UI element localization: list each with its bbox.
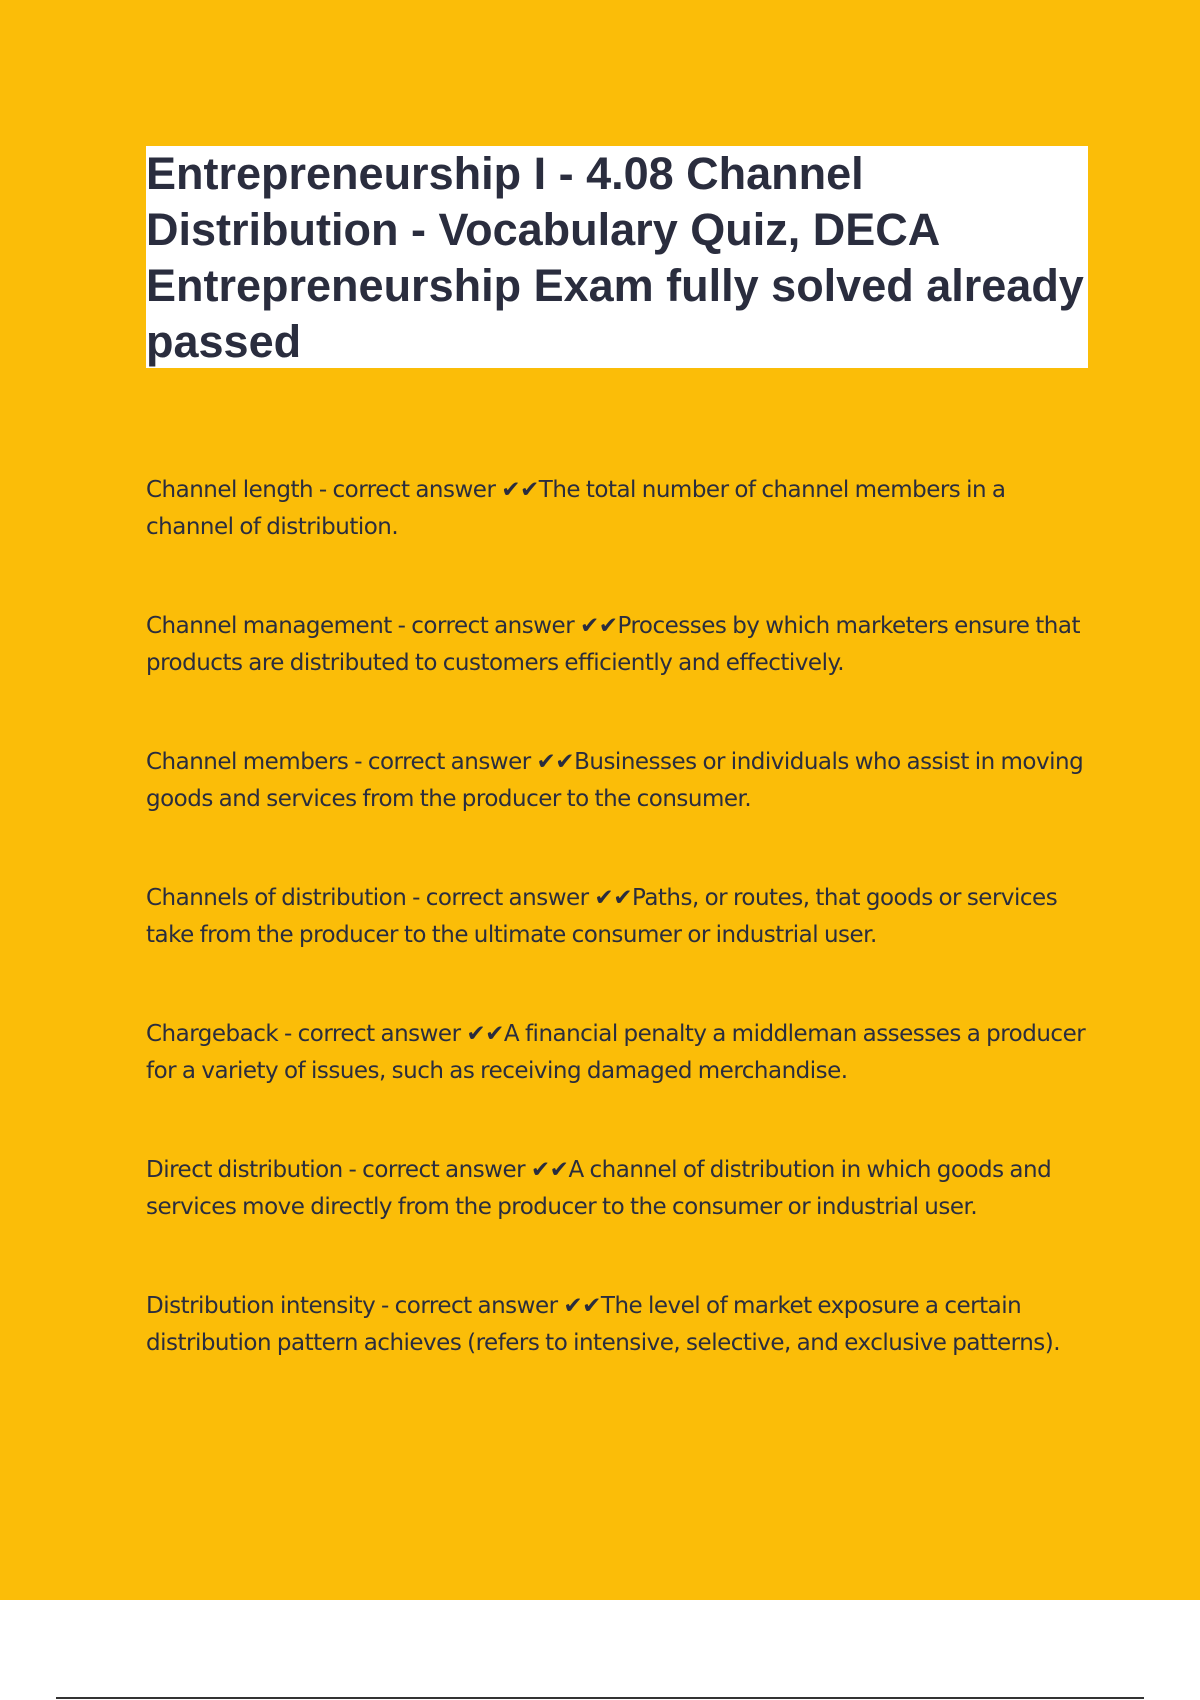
answer-marker: correct answer ✔✔ <box>297 1021 504 1047</box>
document-title: Entrepreneurship I - 4.08 Channel Distribution - Vocabulary Quiz, DECA Entrepreneurship Exam fully solved already passed <box>146 148 1084 367</box>
vocabulary-entry: Distribution intensity - correct answer ✔✔The level of market exposure a certain distribution pattern achieves (refers to intensive, selective, and exclusive patterns). <box>146 1293 1061 1356</box>
entry-definition: Paths, or routes, that goods or services take from the producer to the ultimate consumer or industrial user. <box>146 885 1058 948</box>
entry-definition: A financial penalty a middleman assesses a producer for a variety of issues, such as receiving damaged merchandise. <box>146 1021 1086 1084</box>
entry-term: Direct distribution <box>146 1157 343 1183</box>
footer-divider <box>56 1697 1144 1699</box>
entry-definition: A channel of distribution in which goods and services move directly from the producer to the consumer or industrial user. <box>146 1157 1052 1220</box>
entry-term: Channel management <box>146 613 392 639</box>
entry-term: Channels of distribution <box>146 885 407 911</box>
answer-marker: correct answer ✔✔ <box>411 613 618 639</box>
entry-term: Channel length <box>146 477 314 503</box>
vocabulary-entry: Chargeback - correct answer ✔✔A financial penalty a middleman assesses a producer for a variety of issues, such as receiving damaged merchandise. <box>146 1021 1086 1084</box>
entry-term: Channel members <box>146 749 349 775</box>
title-box <box>146 146 1088 368</box>
vocabulary-entry: Channel management - correct answer ✔✔Processes by which marketers ensure that products are distributed to customers efficiently and effectively. <box>146 613 1080 676</box>
answer-marker: correct answer ✔✔ <box>425 885 632 911</box>
vocabulary-entry: Direct distribution - correct answer ✔✔A channel of distribution in which goods and services move directly from the producer to the consumer or industrial user. <box>146 1157 1052 1220</box>
vocabulary-list <box>146 472 1086 1424</box>
vocabulary-entry: Channels of distribution - correct answer ✔✔Paths, or routes, that goods or services take from the producer to the ultimate consumer or industrial user. <box>146 885 1058 948</box>
entry-definition: Processes by which marketers ensure that products are distributed to customers efficiently and effectively. <box>146 613 1080 676</box>
entry-term: Chargeback <box>146 1021 279 1047</box>
entry-definition: Businesses or individuals who assist in moving goods and services from the producer to the consumer. <box>146 749 1084 812</box>
vocabulary-entry: Channel members - correct answer ✔✔Businesses or individuals who assist in moving goods and services from the producer to the consumer. <box>146 749 1084 812</box>
answer-marker: correct answer ✔✔ <box>362 1157 569 1183</box>
vocabulary-entry: Channel length - correct answer ✔✔The total number of channel members in a channel of distribution. <box>146 477 1006 540</box>
entry-term: Distribution intensity <box>146 1293 376 1319</box>
entry-definition: The level of market exposure a certain distribution pattern achieves (refers to intensive, selective, and exclusive patterns). <box>146 1293 1061 1356</box>
answer-marker: correct answer ✔✔ <box>394 1293 601 1319</box>
answer-marker: correct answer ✔✔ <box>367 749 575 775</box>
answer-marker: correct answer ✔✔ <box>332 477 539 503</box>
entry-definition: The total number of channel members in a channel of distribution. <box>146 477 1006 540</box>
